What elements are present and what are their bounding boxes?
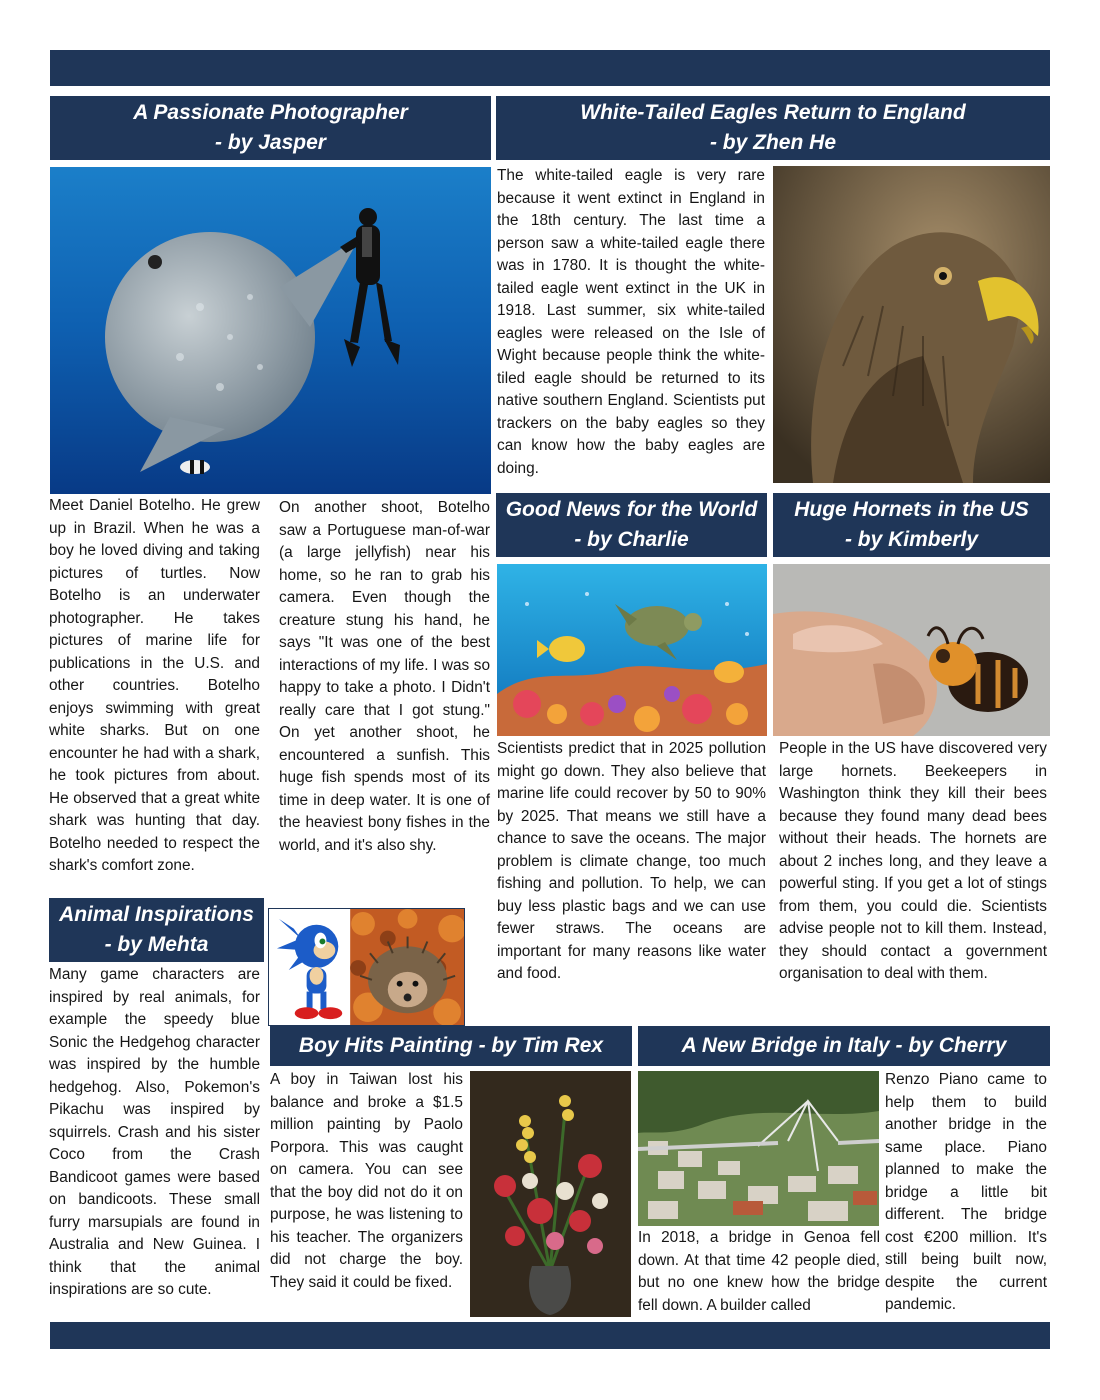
sonic-hedgehog-image	[268, 908, 465, 1026]
hornets-body: People in the US have discovered very large hornets. Beekeepers in Washington think they kill their bees because they found many dead bees without their heads. The hornets are about 2 inches long, and they leave a powerful sting. If you get a lot of stings from them, you could die. Scientists advise people not to kill them. Instead, they should contact a government organisation to deal with them.	[779, 740, 1047, 982]
hornets-byline: - by Kimberly	[844, 528, 979, 551]
goodnews-byline: - by Charlie	[574, 528, 689, 551]
bridge-body-right: Renzo Piano came to help them to build another bridge in the same place. Piano planned to make the bridge a little bit different. The bridge cost €200 million. It's still being built now, despite the current pandemic.	[885, 1071, 1047, 1313]
animals-title: Animal Inspirations	[59, 903, 254, 926]
eagle-photo	[773, 166, 1050, 483]
photographer-heading	[50, 96, 491, 160]
goodnews-body: Scientists predict that in 2025 pollution might go down. They also believe that marine life could recover by 50 to 90% by 2025. That means we still have a chance to save the oceans. The major problem is climate change, too much fishing and pollution. To help, we can buy less plastic bags and we can use fewer straws. The oceans are important for many reasons like water and food.	[497, 740, 766, 982]
painting-title: Boy Hits Painting - by Tim Rex	[298, 1034, 604, 1057]
bridge-title: A New Bridge in Italy - by Cherry	[681, 1034, 1007, 1057]
hornet-photo	[773, 564, 1050, 736]
flower-painting-image	[470, 1071, 631, 1317]
animals-body: Many game characters are inspired by real animals, for example the speedy blue Sonic the Hedgehog character was inspired by the humble hedgehog. Also, Pokemon's Pikachu was inspired by squirrels. Crash and his sister Coco from the Crash Bandicoot games were based on bandicoots. These small furry marsupials are found in Australia and New Guinea. I think that the animal inspirations are so cute.	[49, 966, 260, 1298]
coral-reef-photo	[497, 564, 767, 736]
eagles-byline: - by Zhen He	[709, 131, 836, 154]
animals-heading	[49, 898, 264, 962]
photographer-title: A Passionate Photographer	[133, 101, 408, 124]
hornets-title: Huge Hornets in the US	[794, 498, 1029, 521]
goodnews-title: Good News for the World	[505, 498, 758, 521]
top-banner	[50, 50, 1050, 86]
goodnews-heading	[496, 493, 767, 557]
eagles-title: White-Tailed Eagles Return to England	[580, 101, 966, 124]
bridge-heading	[638, 1026, 1050, 1066]
animals-byline: - by Mehta	[104, 933, 209, 956]
painting-body: A boy in Taiwan lost his balance and broke a $1.5 million painting by Paolo Porpora. This was caught on camera. You can see that the boy did not do it on purpose, he was listening to his teacher. The organizers did not charge the boy. They said it could be fixed.	[270, 1071, 463, 1291]
painting-heading	[270, 1026, 632, 1066]
photographer-byline: - by Jasper	[215, 131, 326, 154]
photographer-column-2: On another shoot, Botelho saw a Portuguese man-of-war (a large jellyfish) near his home, so he ran to grab his camera. Even though the creature stung his hand, he says "It was one of the best interactions of my life. I was so happy to take a photo. I Didn't really care that I got stung." On yet another shoot, he encountered a sunfish. This huge fish spends most of its time in deep water. It is one of the heaviest bony fishes in the world, and it's also shy.	[279, 499, 490, 854]
bottom-banner	[50, 1322, 1050, 1349]
eagles-heading	[496, 96, 1050, 160]
sunfish-diver-photo	[50, 167, 491, 494]
genoa-bridge-photo	[638, 1071, 879, 1226]
bridge-body-left: In 2018, a bridge in Genoa fell down. At that time 42 people died, but no one knew how the bridge fell down. A builder called	[638, 1229, 880, 1314]
hornets-heading	[773, 493, 1050, 557]
photographer-column-1: Meet Daniel Botelho. He grew up in Brazil. When he was a boy he loved diving and taking pictures of turtles. Now Botelho is an underwater photographer. He takes pictures of marine life for publications in the U.S. and other countries. Botelho enjoys swimming with great white sharks. But on one encounter he had with a shark, he took pictures from about. He observed that a great white shark was hunting that day. Botelho needed to respect the shark's comfort zone.	[49, 497, 260, 874]
eagles-body: The white-tailed eagle is very rare because it went extinct in England in the 18th century. The last time a person saw a white-tailed eagle there was in 1780. It is thought the white-tailed eagle went extinct in the UK in 1918. Last summer, six white-tailed eagles were released on the Isle of Wight because people think the white-tiled eagle should be returned to its native southern England. Scientists put trackers on the baby eagles so they can know how the baby eagles are doing.	[497, 167, 765, 477]
